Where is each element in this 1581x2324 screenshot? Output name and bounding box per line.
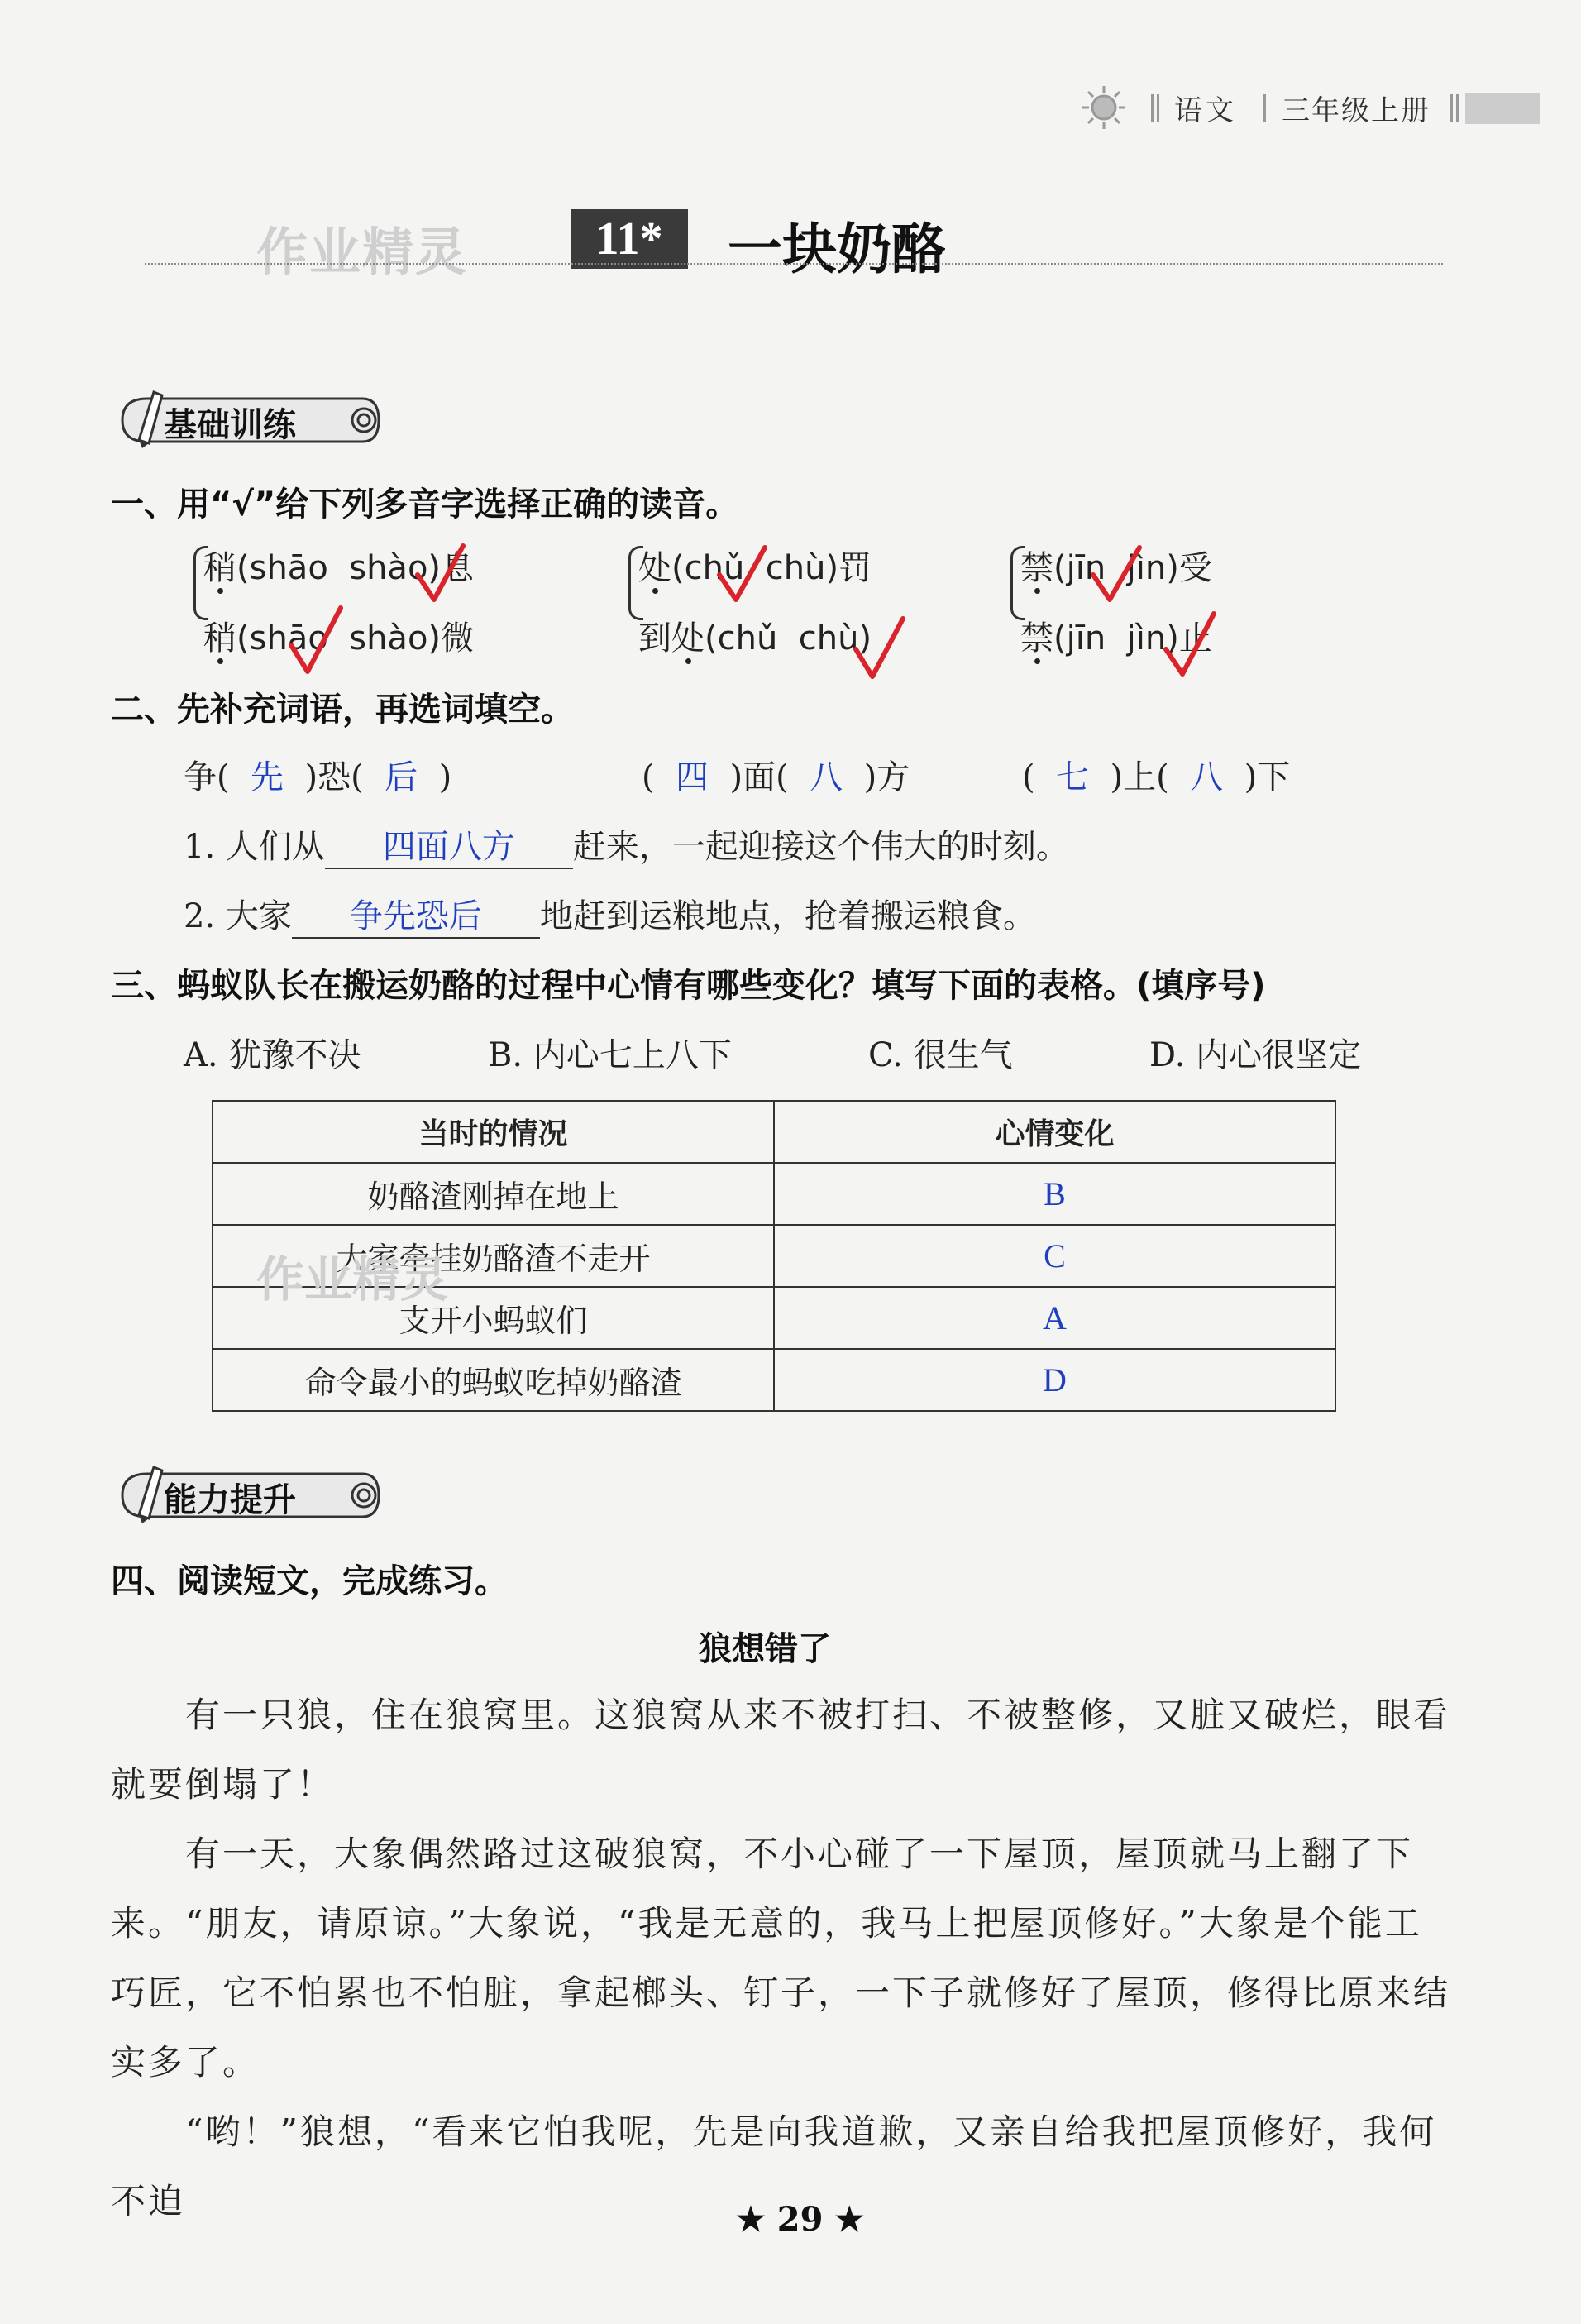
table-cell: 奶酪渣刚掉在地上 — [213, 1163, 774, 1225]
table-answer: D — [774, 1349, 1335, 1411]
checkmarks — [0, 0, 1581, 744]
q3-option-c: C. 很生气 — [868, 1036, 1013, 1074]
lesson-title: 一块奶酪 — [728, 218, 946, 281]
check-icon — [291, 608, 341, 672]
q1-g1-row2: 稍(shāo shào)微 — [203, 619, 475, 658]
q2-idiom-2: ( 四 )面( 八 )方 — [642, 758, 910, 796]
table-header: 心情变化 — [774, 1101, 1335, 1163]
q2-prompt: 二、先补充词语，再选词填空。 — [111, 691, 574, 729]
paragraph: 有一只狼，住在狼窝里。这狼窝从来不被打扫、不被整修，又脏又破烂，眼看就要倒塌了！ — [111, 1695, 1451, 1805]
header-subject: 语文 — [1174, 94, 1237, 127]
header-grade: 三年级上册 — [1282, 94, 1431, 127]
table-answer: C — [774, 1225, 1335, 1287]
q4-prompt: 四、阅读短文，完成练习。 — [111, 1562, 508, 1600]
page-number: ★ 29 ★ — [736, 2200, 865, 2239]
paragraph: 有一天，大象偶然路过这破狼窝，不小心碰了一下屋顶，屋顶就马上翻了下来。 — [111, 1834, 1414, 1944]
table-answer: A — [774, 1287, 1335, 1349]
paragraph: “哟！”狼想，“看来它怕我呢，先是向我道歉，又亲自给我把屋顶修好，我何不迫 — [111, 2111, 1437, 2221]
q2-sentence-1: 1. 人们从 四面八方 赶来，一起迎接这个伟大的时刻。 — [184, 820, 1069, 869]
q3-option-a: A. 犹豫不决 — [184, 1036, 361, 1074]
section-advanced-label: 能力提升 — [164, 1481, 296, 1519]
check-icon — [1093, 548, 1139, 600]
q1-g2-row1: 处(chǔ chù)罚 — [638, 549, 872, 587]
q3-option-d: D. 内心很坚定 — [1149, 1036, 1362, 1074]
q2-sentence-2: 2. 大家 争先恐后 地赶到运粮地点，抢着搬运粮食。 — [184, 890, 1036, 939]
check-icon — [856, 619, 903, 677]
table-cell: 命令最小的蚂蚁吃掉奶酪渣 — [213, 1349, 774, 1411]
watermark: 作业精灵 — [256, 1251, 449, 1308]
table-row — [213, 1163, 1335, 1225]
check-icon — [418, 546, 463, 600]
q2-idiom-3: ( 七 )上( 八 )下 — [1022, 758, 1291, 796]
section-advanced-ribbon — [106, 1464, 387, 1527]
table-answer: B — [774, 1163, 1335, 1225]
lesson-number-badge: 11* — [571, 209, 688, 269]
table-header-row — [213, 1101, 1335, 1163]
table-cell: 支开小蚂蚁们 — [213, 1287, 774, 1349]
check-icon — [1166, 614, 1214, 674]
table-cell: 大家牵挂奶酪渣不走开 — [213, 1225, 774, 1287]
q1-g1-row1: 稍(shāo shào)息 — [203, 549, 475, 587]
q2-idiom-1: 争( 先 )恐( 后 ) — [184, 758, 452, 796]
q1-prompt: 一、用“√”给下列多音字选择正确的读音。 — [111, 485, 739, 524]
q3-option-b: B. 内心七上八下 — [488, 1036, 732, 1074]
watermark: 作业精灵 — [256, 222, 469, 282]
q1-g3-row2: 禁(jīn jìn)止 — [1020, 619, 1212, 658]
passage-title: 狼想错了 — [699, 1630, 831, 1668]
paragraph: “朋友，请原谅。”大象说，“我是无意的，我马上把屋顶修好。”大象是个能工巧匠，它不怕累也不怕脏，拿起榔头、钉子，一下子就修好了屋顶，修得比原来结实多了。 — [111, 1903, 1451, 2083]
q1-g3-row1: 禁(jīn jìn)受 — [1020, 549, 1212, 587]
q1-g2-row2: 到处(chǔ chù) — [638, 619, 872, 658]
check-icon — [719, 548, 765, 600]
table-row — [213, 1349, 1335, 1411]
section-basic-label: 基础训练 — [164, 406, 296, 444]
q3-prompt: 三、蚂蚁队长在搬运奶酪的过程中心情有哪些变化？填写下面的表格。(填序号) — [111, 967, 1266, 1005]
table-header: 当时的情况 — [213, 1101, 774, 1163]
